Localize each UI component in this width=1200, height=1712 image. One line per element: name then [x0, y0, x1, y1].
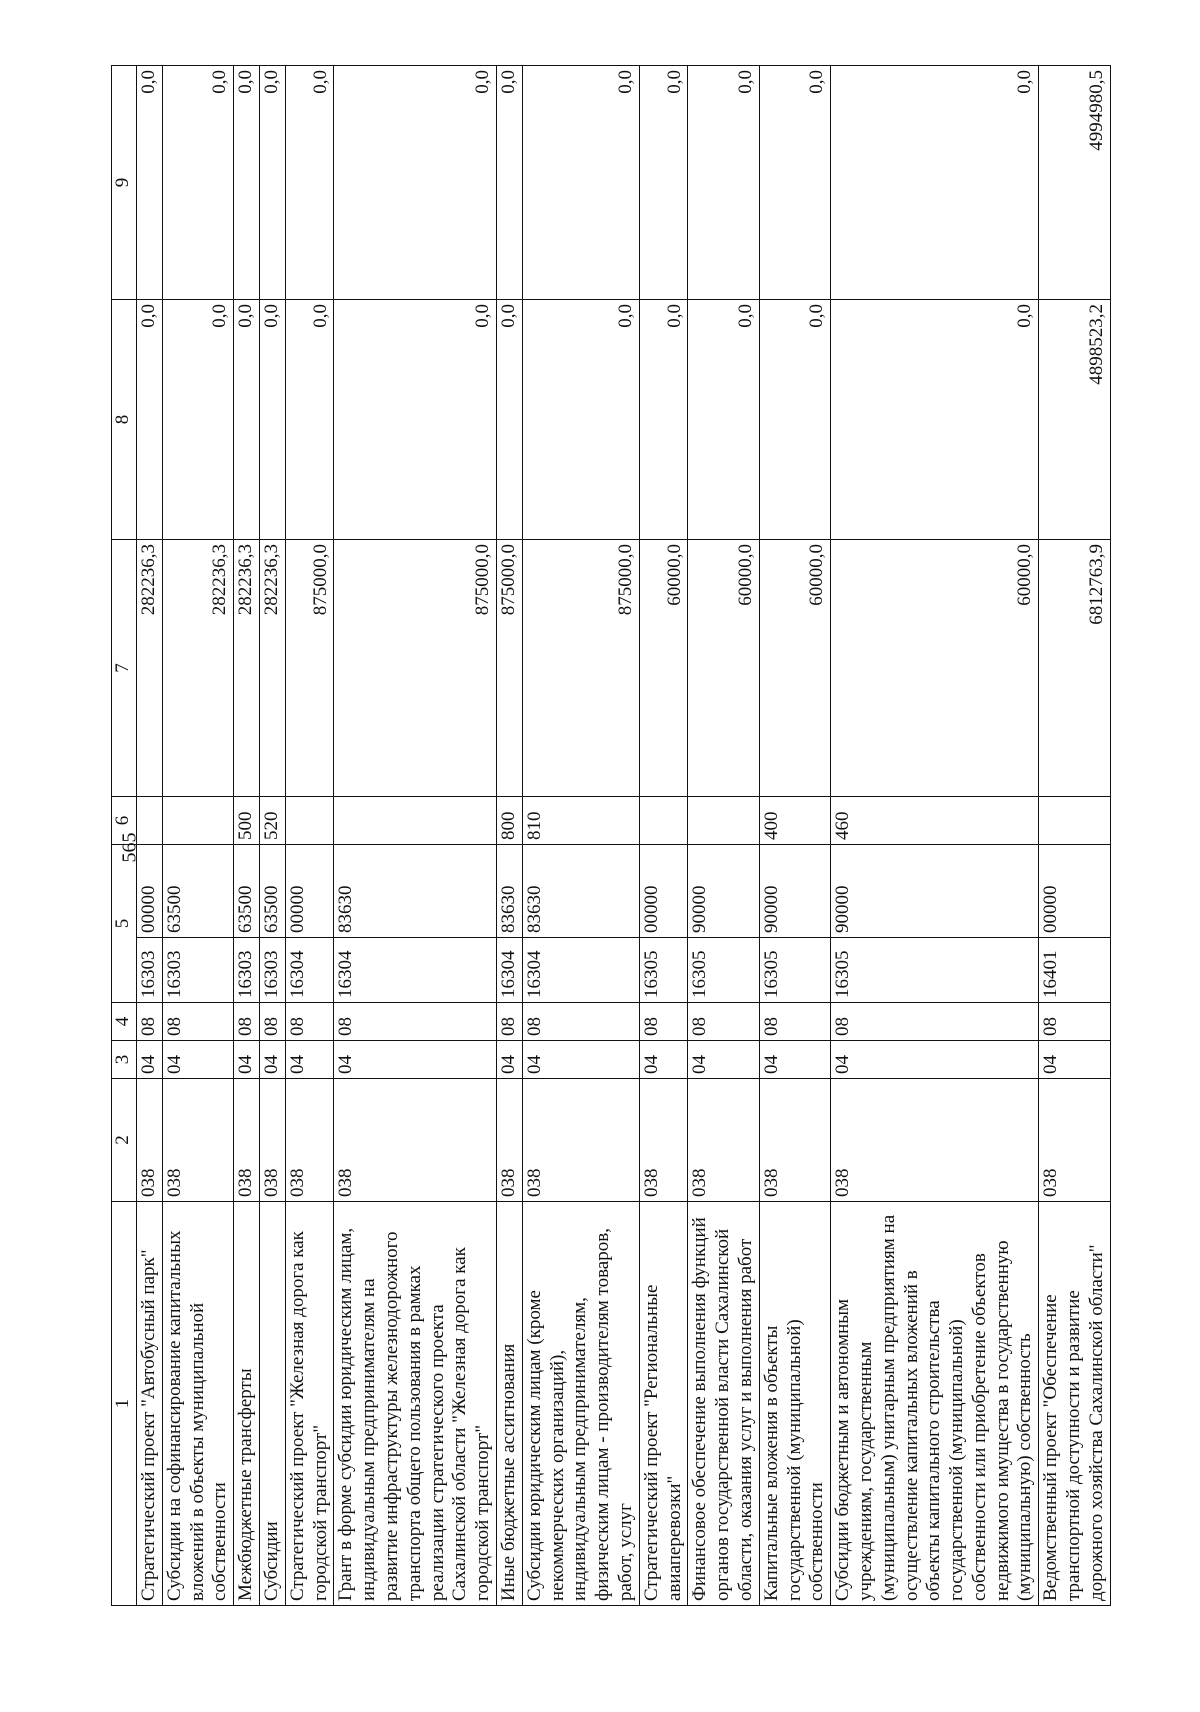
target-article-code-cell: 16303: [234, 938, 260, 1003]
amount-col9-cell: 0,0: [162, 66, 233, 300]
target-article-code-cell: 16305: [688, 938, 759, 1003]
amount-col9-cell: 0,0: [259, 66, 285, 300]
target-article-subcode-cell: 83630: [522, 845, 639, 938]
header-cell-7: 7: [112, 540, 137, 797]
amount-col9-cell: 4994980,5: [1039, 66, 1110, 300]
subsection-code-cell: 08: [285, 1003, 334, 1041]
amount-col7-cell: 875000,0: [522, 540, 639, 797]
amount-col8-cell: 0,0: [639, 300, 688, 540]
ministry-code-cell: 038: [234, 1079, 260, 1202]
ministry-code-cell: 038: [1039, 1079, 1110, 1202]
subsection-code-cell: 08: [496, 1003, 522, 1041]
table-row: [285, 66, 334, 1606]
header-cell-3: 3: [112, 1041, 137, 1079]
target-article-subcode-cell: 00000: [285, 845, 334, 938]
section-code-cell: 04: [639, 1041, 688, 1079]
amount-col7-cell: 282236,3: [137, 540, 163, 797]
expense-type-cell: 500: [234, 797, 260, 845]
subsection-code-cell: 08: [522, 1003, 639, 1041]
amount-col8-cell: 0,0: [334, 300, 497, 540]
row-name-cell: Субсидии на софинансирование капитальных вложений в объекты муниципальной собственности: [162, 1202, 233, 1606]
ministry-code-cell: 038: [522, 1079, 639, 1202]
section-code-cell: 04: [259, 1041, 285, 1079]
expense-type-cell: 400: [759, 797, 830, 845]
expense-type-cell: [688, 797, 759, 845]
amount-col9-cell: 0,0: [496, 66, 522, 300]
amount-col9-cell: 0,0: [285, 66, 334, 300]
amount-col7-cell: 60000,0: [688, 540, 759, 797]
subsection-code-cell: 08: [688, 1003, 759, 1041]
amount-col8-cell: 0,0: [522, 300, 639, 540]
target-article-subcode-cell: 63500: [162, 845, 233, 938]
amount-col9-cell: 0,0: [688, 66, 759, 300]
row-name-cell: Субсидии юридическим лицам (кроме некоммерческих организаций), индивидуальным предпринимателям, физическим лицам - производителям товаров, работ, услуг: [522, 1202, 639, 1606]
target-article-subcode-cell: 63500: [259, 845, 285, 938]
ministry-code-cell: 038: [259, 1079, 285, 1202]
subsection-code-cell: 08: [259, 1003, 285, 1041]
row-name-cell: Грант в форме субсидии юридическим лицам, индивидуальным предпринимателям на развитие инфраструктуры железнодорожного транспорта общего пользования в рамках реализации стратегического проекта Сахалинской области "Железная дорога как городской транспорт": [334, 1202, 497, 1606]
target-article-subcode-cell: 00000: [1039, 845, 1110, 938]
target-article-code-cell: 16304: [496, 938, 522, 1003]
target-article-subcode-cell: 83630: [496, 845, 522, 938]
expense-type-cell: 520: [259, 797, 285, 845]
ministry-code-cell: 038: [688, 1079, 759, 1202]
ministry-code-cell: 038: [162, 1079, 233, 1202]
subsection-code-cell: 08: [1039, 1003, 1110, 1041]
ministry-code-cell: 038: [334, 1079, 497, 1202]
table-row: [496, 66, 522, 1606]
row-name-cell: Субсидии: [259, 1202, 285, 1606]
amount-col8-cell: 0,0: [831, 300, 1039, 540]
target-article-code-cell: 16401: [1039, 938, 1110, 1003]
row-name-cell: Финансовое обеспечение выполнения функций органов государственной власти Сахалинской области, оказания услуг и выполнения работ: [688, 1202, 759, 1606]
table-row: [522, 66, 639, 1606]
section-code-cell: 04: [522, 1041, 639, 1079]
rotated-table-wrapper: [111, 66, 1111, 1606]
target-article-code-cell: 16305: [639, 938, 688, 1003]
amount-col8-cell: 0,0: [688, 300, 759, 540]
row-name-cell: Ведомственный проект "Обеспечение транспортной доступности и развитие дорожного хозяйства Сахалинской области": [1039, 1202, 1110, 1606]
row-name-cell: Стратегический проект "Региональные авиаперевозки": [639, 1202, 688, 1606]
ministry-code-cell: 038: [496, 1079, 522, 1202]
section-code-cell: 04: [162, 1041, 233, 1079]
section-code-cell: 04: [334, 1041, 497, 1079]
table-row: [639, 66, 688, 1606]
section-code-cell: 04: [688, 1041, 759, 1079]
amount-col7-cell: 875000,0: [496, 540, 522, 797]
amount-col7-cell: 282236,3: [234, 540, 260, 797]
ministry-code-cell: 038: [759, 1079, 830, 1202]
header-cell-1: 1: [112, 1202, 137, 1606]
section-code-cell: 04: [234, 1041, 260, 1079]
table-row: [334, 66, 497, 1606]
header-cell-2: 2: [112, 1079, 137, 1202]
row-name-cell: Стратегический проект "Железная дорога как городской транспорт": [285, 1202, 334, 1606]
amount-col7-cell: 60000,0: [639, 540, 688, 797]
expense-type-cell: [137, 797, 163, 845]
subsection-code-cell: 08: [234, 1003, 260, 1041]
amount-col7-cell: 875000,0: [285, 540, 334, 797]
amount-col7-cell: 875000,0: [334, 540, 497, 797]
table-row: [234, 66, 260, 1606]
table-row: [1039, 66, 1110, 1606]
amount-col9-cell: 0,0: [334, 66, 497, 300]
target-article-code-cell: 16303: [162, 938, 233, 1003]
target-article-subcode-cell: 00000: [137, 845, 163, 938]
section-code-cell: 04: [759, 1041, 830, 1079]
header-cell-5: 5: [112, 845, 137, 1003]
row-name-cell: Стратегический проект "Автобусный парк": [137, 1202, 163, 1606]
expense-type-cell: [1039, 797, 1110, 845]
table-body: [112, 66, 1111, 1606]
subsection-code-cell: 08: [831, 1003, 1039, 1041]
amount-col9-cell: 0,0: [759, 66, 830, 300]
table-row: [137, 66, 163, 1606]
section-code-cell: 04: [285, 1041, 334, 1079]
table-row: [831, 66, 1039, 1606]
ministry-code-cell: 038: [831, 1079, 1039, 1202]
header-cell-4: 4: [112, 1003, 137, 1041]
section-code-cell: 04: [137, 1041, 163, 1079]
amount-col7-cell: 282236,3: [162, 540, 233, 797]
row-name-cell: Субсидии бюджетным и автономным учреждениям, государственным (муниципальным) унитарным предприятиям на осуществление капитальных вложений в объекты капитального строительства государственной (муниципальной) собственности или приобретение объектов недвижимого имущества в государственную (муниципальную) собственность: [831, 1202, 1039, 1606]
target-article-code-cell: 16305: [831, 938, 1039, 1003]
expense-type-cell: 810: [522, 797, 639, 845]
section-code-cell: 04: [496, 1041, 522, 1079]
amount-col7-cell: 60000,0: [759, 540, 830, 797]
expense-type-cell: [334, 797, 497, 845]
expense-type-cell: [639, 797, 688, 845]
subsection-code-cell: 08: [759, 1003, 830, 1041]
amount-col8-cell: 0,0: [285, 300, 334, 540]
amount-col8-cell: 0,0: [234, 300, 260, 540]
section-code-cell: 04: [831, 1041, 1039, 1079]
row-name-cell: Иные бюджетные ассигнования: [496, 1202, 522, 1606]
ministry-code-cell: 038: [639, 1079, 688, 1202]
table-row: [688, 66, 759, 1606]
amount-col9-cell: 0,0: [234, 66, 260, 300]
budget-table: [111, 65, 1111, 1606]
page-number: 565: [118, 832, 141, 863]
target-article-code-cell: 16304: [334, 938, 497, 1003]
header-row: [112, 66, 137, 1606]
target-article-subcode-cell: 90000: [688, 845, 759, 938]
amount-col9-cell: 0,0: [639, 66, 688, 300]
amount-col9-cell: 0,0: [522, 66, 639, 300]
subsection-code-cell: 08: [639, 1003, 688, 1041]
table-row: [759, 66, 830, 1606]
expense-type-cell: 800: [496, 797, 522, 845]
table-row: [259, 66, 285, 1606]
amount-col8-cell: 0,0: [759, 300, 830, 540]
target-article-subcode-cell: 83630: [334, 845, 497, 938]
header-cell-6: 6: [112, 797, 137, 845]
target-article-code-cell: 16304: [522, 938, 639, 1003]
row-name-cell: Межбюджетные трансферты: [234, 1202, 260, 1606]
amount-col9-cell: 0,0: [137, 66, 163, 300]
amount-col7-cell: 282236,3: [259, 540, 285, 797]
subsection-code-cell: 08: [162, 1003, 233, 1041]
amount-col7-cell: 60000,0: [831, 540, 1039, 797]
row-name-cell: Капитальные вложения в объекты государственной (муниципальной) собственности: [759, 1202, 830, 1606]
target-article-subcode-cell: 90000: [759, 845, 830, 938]
header-cell-8: 8: [112, 300, 137, 540]
expense-type-cell: [285, 797, 334, 845]
target-article-subcode-cell: 90000: [831, 845, 1039, 938]
target-article-code-cell: 16305: [759, 938, 830, 1003]
amount-col8-cell: 4898523,2: [1039, 300, 1110, 540]
amount-col8-cell: 0,0: [496, 300, 522, 540]
amount-col8-cell: 0,0: [162, 300, 233, 540]
amount-col8-cell: 0,0: [259, 300, 285, 540]
target-article-code-cell: 16304: [285, 938, 334, 1003]
amount-col8-cell: 0,0: [137, 300, 163, 540]
header-cell-9: 9: [112, 66, 137, 300]
amount-col9-cell: 0,0: [831, 66, 1039, 300]
expense-type-cell: [162, 797, 233, 845]
ministry-code-cell: 038: [285, 1079, 334, 1202]
target-article-subcode-cell: 63500: [234, 845, 260, 938]
ministry-code-cell: 038: [137, 1079, 163, 1202]
subsection-code-cell: 08: [334, 1003, 497, 1041]
subsection-code-cell: 08: [137, 1003, 163, 1041]
amount-col7-cell: 6812763,9: [1039, 540, 1110, 797]
target-article-code-cell: 16303: [137, 938, 163, 1003]
target-article-code-cell: 16303: [259, 938, 285, 1003]
target-article-subcode-cell: 00000: [639, 845, 688, 938]
expense-type-cell: 460: [831, 797, 1039, 845]
section-code-cell: 04: [1039, 1041, 1110, 1079]
table-row: [162, 66, 233, 1606]
